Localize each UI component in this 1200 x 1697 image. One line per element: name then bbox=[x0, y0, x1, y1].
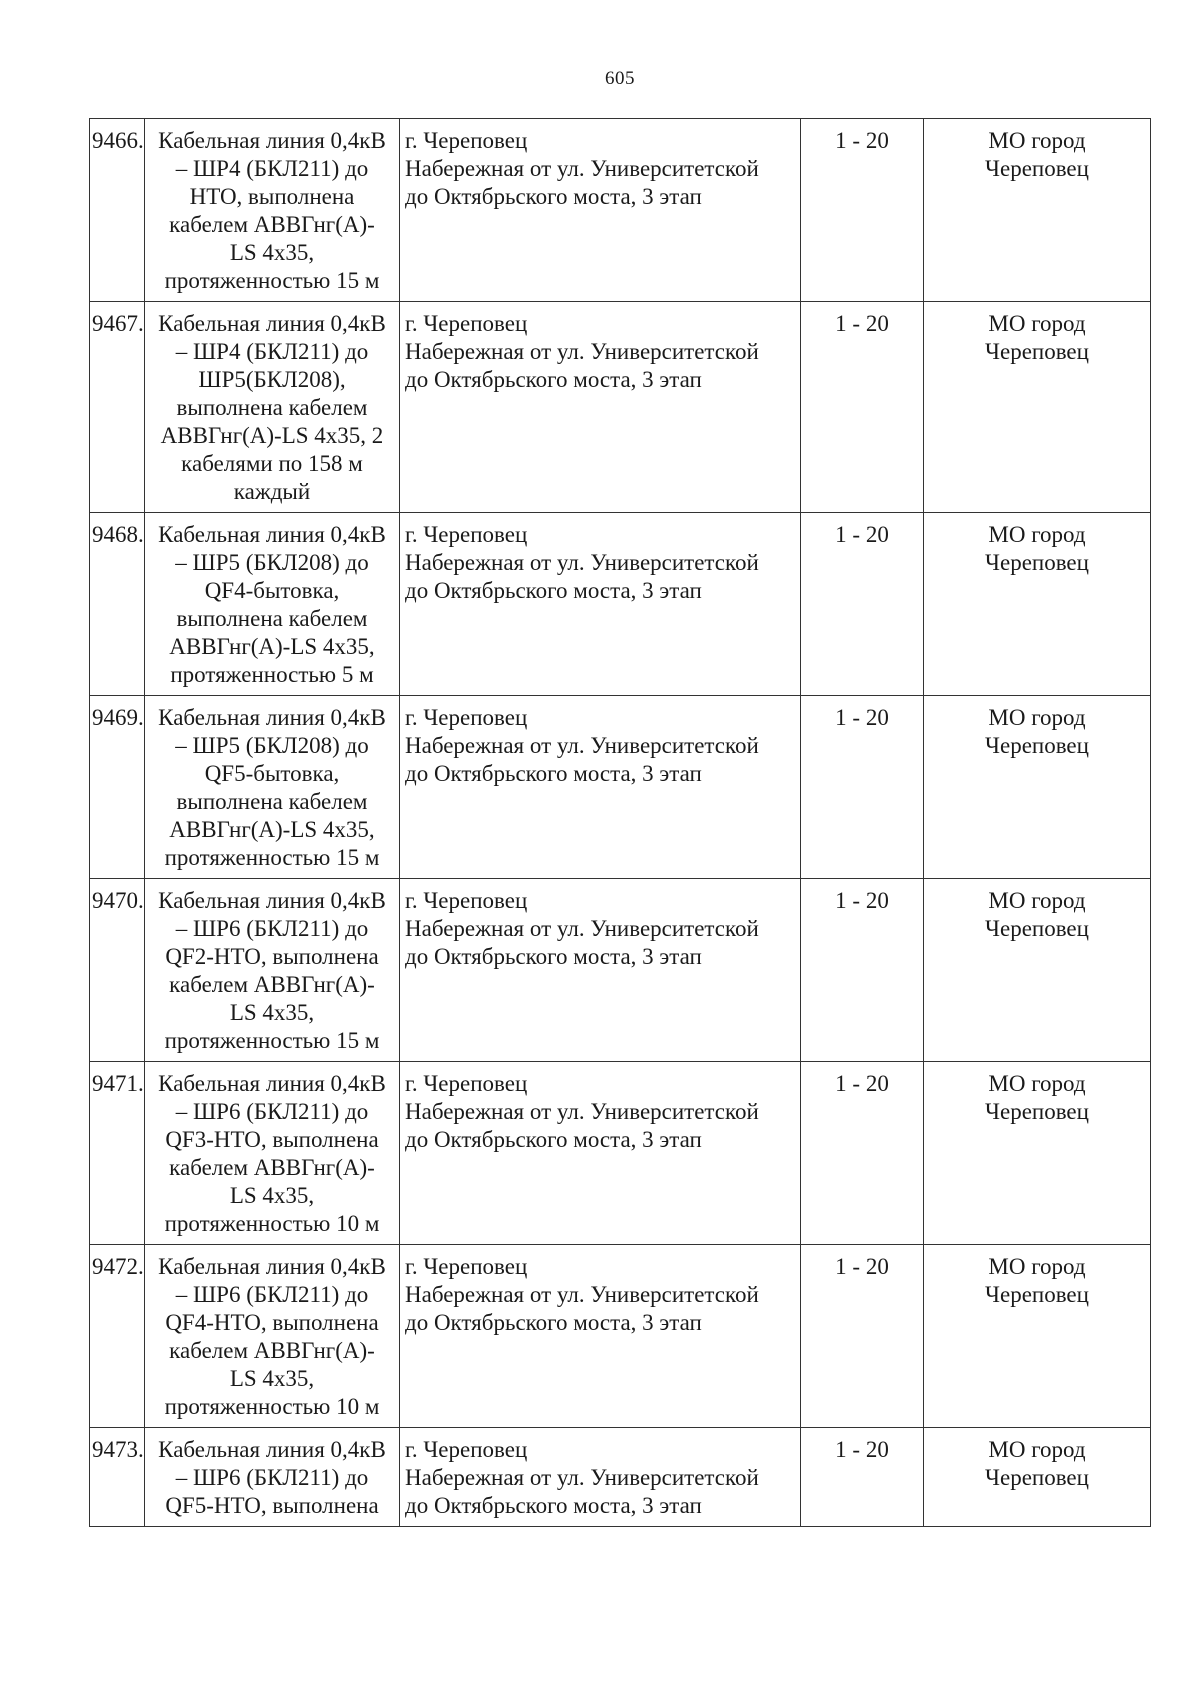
owner-cell-line: Череповец bbox=[985, 733, 1089, 758]
owner-cell-line: МО город bbox=[988, 311, 1086, 336]
owner-cell-line: Череповец bbox=[985, 156, 1089, 181]
owner-cell-line: МО город bbox=[988, 705, 1086, 730]
owner-cell-line: Череповец bbox=[985, 1282, 1089, 1307]
object-name-cell-line: – ШР6 (БКЛ211) до bbox=[175, 916, 369, 941]
row-number-cell: 9471. bbox=[90, 1062, 145, 1245]
address-cell-line: до Октябрьского моста, 3 этап bbox=[405, 1493, 702, 1518]
table-row bbox=[90, 119, 1151, 302]
address-cell-line: г. Череповец bbox=[405, 128, 528, 153]
object-name-cell-line: LS 4х35, bbox=[229, 1366, 315, 1391]
owner-cell-line: МО город bbox=[988, 522, 1086, 547]
address-cell-line: Набережная от ул. Университетской bbox=[405, 1465, 759, 1490]
table-row bbox=[90, 302, 1151, 513]
address-cell-line: Набережная от ул. Университетской bbox=[405, 1282, 759, 1307]
period-cell: 1 - 20 bbox=[801, 879, 924, 1062]
owner-cell-line: МО город bbox=[988, 888, 1086, 913]
object-name-cell-line: каждый bbox=[233, 479, 311, 504]
owner-cell-line: МО город bbox=[988, 128, 1086, 153]
owner-cell bbox=[924, 302, 1151, 513]
address-cell bbox=[400, 1245, 801, 1428]
object-name-cell-line: протяженностью 10 м bbox=[164, 1394, 380, 1419]
period-cell: 1 - 20 bbox=[801, 1428, 924, 1527]
object-name-cell-line: НТО, выполнена bbox=[189, 184, 355, 209]
object-name-cell bbox=[145, 302, 400, 513]
object-name-cell bbox=[145, 879, 400, 1062]
object-name-cell-line: – ШР4 (БКЛ211) до bbox=[175, 156, 369, 181]
row-number-cell: 9473. bbox=[90, 1428, 145, 1527]
period-cell: 1 - 20 bbox=[801, 513, 924, 696]
object-name-cell-line: LS 4х35, bbox=[229, 1000, 315, 1025]
object-name-cell-line: выполнена кабелем bbox=[176, 789, 368, 814]
address-cell-line: Набережная от ул. Университетской bbox=[405, 916, 759, 941]
address-cell-line: г. Череповец bbox=[405, 705, 528, 730]
row-number-cell: 9470. bbox=[90, 879, 145, 1062]
address-cell-line: Набережная от ул. Университетской bbox=[405, 1099, 759, 1124]
object-name-cell-line: кабелем АВВГнг(А)- bbox=[169, 1155, 375, 1180]
object-name-cell bbox=[145, 1428, 400, 1527]
object-name-cell-line: протяженностью 15 м bbox=[164, 268, 380, 293]
period-cell: 1 - 20 bbox=[801, 119, 924, 302]
object-name-cell-line: выполнена кабелем bbox=[176, 606, 368, 631]
address-cell-line: до Октябрьского моста, 3 этап bbox=[405, 1310, 702, 1335]
owner-cell bbox=[924, 1245, 1151, 1428]
owner-cell-line: Череповец bbox=[985, 1465, 1089, 1490]
address-cell-line: г. Череповец bbox=[405, 522, 528, 547]
period-cell: 1 - 20 bbox=[801, 1245, 924, 1428]
address-cell-line: до Октябрьского моста, 3 этап bbox=[405, 578, 702, 603]
table-row bbox=[90, 1245, 1151, 1428]
object-name-cell-line: АВВГнг(А)-LS 4х35, bbox=[169, 634, 375, 659]
owner-cell-line: МО город bbox=[988, 1254, 1086, 1279]
object-name-cell bbox=[145, 119, 400, 302]
row-number-cell: 9472. bbox=[90, 1245, 145, 1428]
owner-cell-line: Череповец bbox=[985, 339, 1089, 364]
object-name-cell-line: QF4-НТО, выполнена bbox=[165, 1310, 379, 1335]
object-name-cell-line: протяженностью 5 м bbox=[170, 662, 374, 687]
object-name-cell-line: кабелем АВВГнг(А)- bbox=[169, 972, 375, 997]
object-name-cell-line: протяженностью 15 м bbox=[164, 845, 380, 870]
object-name-cell-line: Кабельная линия 0,4кВ bbox=[158, 1071, 386, 1096]
object-name-cell-line: ШР5(БКЛ208), bbox=[198, 367, 346, 392]
owner-cell bbox=[924, 1062, 1151, 1245]
address-cell-line: до Октябрьского моста, 3 этап bbox=[405, 1127, 702, 1152]
address-cell-line: г. Череповец bbox=[405, 1254, 528, 1279]
object-name-cell-line: Кабельная линия 0,4кВ bbox=[158, 1437, 386, 1462]
object-name-cell-line: LS 4х35, bbox=[229, 1183, 315, 1208]
owner-cell-line: МО город bbox=[988, 1071, 1086, 1096]
owner-cell-line: МО город bbox=[988, 1437, 1086, 1462]
period-cell: 1 - 20 bbox=[801, 696, 924, 879]
address-cell-line: г. Череповец bbox=[405, 1071, 528, 1096]
owner-cell-line: Череповец bbox=[985, 1099, 1089, 1124]
address-cell bbox=[400, 696, 801, 879]
table-row bbox=[90, 879, 1151, 1062]
address-cell-line: до Октябрьского моста, 3 этап bbox=[405, 944, 702, 969]
object-name-cell-line: кабелем АВВГнг(А)- bbox=[169, 1338, 375, 1363]
object-name-cell bbox=[145, 1245, 400, 1428]
address-cell bbox=[400, 119, 801, 302]
table-row bbox=[90, 1428, 1151, 1527]
owner-cell bbox=[924, 696, 1151, 879]
object-name-cell bbox=[145, 696, 400, 879]
object-name-cell-line: Кабельная линия 0,4кВ bbox=[158, 705, 386, 730]
owner-cell-line: Череповец bbox=[985, 550, 1089, 575]
object-name-cell bbox=[145, 513, 400, 696]
registry-table bbox=[89, 118, 1151, 1527]
object-name-cell-line: Кабельная линия 0,4кВ bbox=[158, 522, 386, 547]
object-name-cell-line: Кабельная линия 0,4кВ bbox=[158, 311, 386, 336]
object-name-cell-line: QF5-бытовка, bbox=[204, 761, 340, 786]
address-cell-line: до Октябрьского моста, 3 этап bbox=[405, 761, 702, 786]
period-cell: 1 - 20 bbox=[801, 302, 924, 513]
row-number-cell: 9468. bbox=[90, 513, 145, 696]
object-name-cell-line: Кабельная линия 0,4кВ bbox=[158, 128, 386, 153]
table-row bbox=[90, 513, 1151, 696]
page-number: 605 bbox=[605, 68, 635, 89]
address-cell-line: до Октябрьского моста, 3 этап bbox=[405, 184, 702, 209]
object-name-cell-line: – ШР6 (БКЛ211) до bbox=[175, 1465, 369, 1490]
object-name-cell-line: протяженностью 10 м bbox=[164, 1211, 380, 1236]
object-name-cell-line: кабелем АВВГнг(А)- bbox=[169, 212, 375, 237]
object-name-cell-line: – ШР6 (БКЛ211) до bbox=[175, 1099, 369, 1124]
object-name-cell-line: АВВГнг(А)-LS 4х35, bbox=[169, 817, 375, 842]
address-cell-line: г. Череповец bbox=[405, 1437, 528, 1462]
object-name-cell-line: QF3-НТО, выполнена bbox=[165, 1127, 379, 1152]
owner-cell-line: Череповец bbox=[985, 916, 1089, 941]
address-cell-line: г. Череповец bbox=[405, 311, 528, 336]
table-row bbox=[90, 696, 1151, 879]
object-name-cell-line: выполнена кабелем bbox=[176, 395, 368, 420]
address-cell-line: Набережная от ул. Университетской bbox=[405, 733, 759, 758]
address-cell-line: г. Череповец bbox=[405, 888, 528, 913]
object-name-cell-line: протяженностью 15 м bbox=[164, 1028, 380, 1053]
object-name-cell-line: – ШР5 (БКЛ208) до bbox=[175, 550, 369, 575]
address-cell-line: до Октябрьского моста, 3 этап bbox=[405, 367, 702, 392]
object-name-cell-line: – ШР6 (БКЛ211) до bbox=[175, 1282, 369, 1307]
address-cell bbox=[400, 1062, 801, 1245]
owner-cell bbox=[924, 879, 1151, 1062]
row-number-cell: 9466. bbox=[90, 119, 145, 302]
object-name-cell-line: LS 4х35, bbox=[229, 240, 315, 265]
row-number-cell: 9467. bbox=[90, 302, 145, 513]
object-name-cell-line: Кабельная линия 0,4кВ bbox=[158, 1254, 386, 1279]
period-cell: 1 - 20 bbox=[801, 1062, 924, 1245]
object-name-cell-line: – ШР4 (БКЛ211) до bbox=[175, 339, 369, 364]
address-cell-line: Набережная от ул. Университетской bbox=[405, 550, 759, 575]
owner-cell bbox=[924, 119, 1151, 302]
address-cell-line: Набережная от ул. Университетской bbox=[405, 339, 759, 364]
object-name-cell-line: кабелями по 158 м bbox=[181, 451, 363, 476]
object-name-cell bbox=[145, 1062, 400, 1245]
owner-cell bbox=[924, 513, 1151, 696]
object-name-cell-line: – ШР5 (БКЛ208) до bbox=[175, 733, 369, 758]
row-number-cell: 9469. bbox=[90, 696, 145, 879]
object-name-cell-line: QF2-НТО, выполнена bbox=[165, 944, 379, 969]
object-name-cell-line: QF5-НТО, выполнена bbox=[165, 1493, 379, 1518]
table-row bbox=[90, 1062, 1151, 1245]
address-cell bbox=[400, 879, 801, 1062]
object-name-cell-line: QF4-бытовка, bbox=[204, 578, 340, 603]
object-name-cell-line: АВВГнг(А)-LS 4х35, 2 bbox=[160, 423, 384, 448]
address-cell bbox=[400, 1428, 801, 1527]
registry-table-body bbox=[90, 119, 1151, 1527]
object-name-cell-line: Кабельная линия 0,4кВ bbox=[158, 888, 386, 913]
address-cell-line: Набережная от ул. Университетской bbox=[405, 156, 759, 181]
address-cell bbox=[400, 302, 801, 513]
owner-cell bbox=[924, 1428, 1151, 1527]
address-cell bbox=[400, 513, 801, 696]
